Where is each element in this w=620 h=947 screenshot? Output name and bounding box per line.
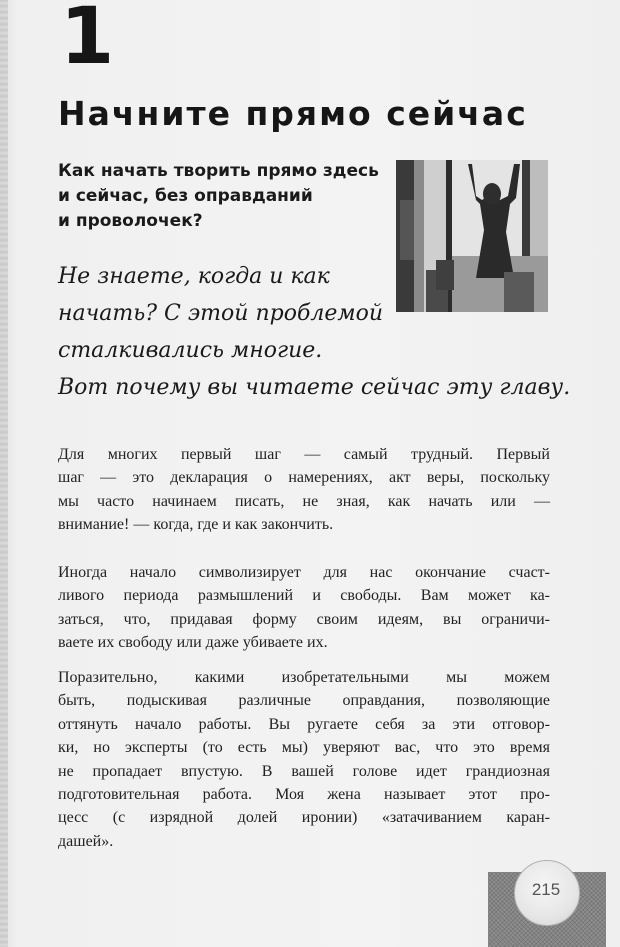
chapter-subtitle <box>58 159 388 234</box>
subtitle-line: и сейчас, без оправданий <box>58 186 313 206</box>
quote-line: сталкивались многие. <box>58 338 323 363</box>
text-line: мы часто начинаем писать, не зная, как начать или — <box>58 492 550 510</box>
text-line: быть, подыскивая различные оправдания, позволяющие <box>58 692 550 710</box>
text-line: Для многих первый шаг — самый трудный. Первый <box>58 446 550 463</box>
chapter-title: Начните прямо сейчас <box>58 94 528 133</box>
text-line: Иногда начало символизирует для нас окончание счаст- <box>58 564 550 581</box>
text-line: подготовительная работа. Моя жена называет этот про- <box>58 786 550 804</box>
text-line: дашей». <box>58 832 114 850</box>
quote-line: Вот почему вы читаете сейчас эту главу. <box>58 375 571 400</box>
text-line: ки, но эксперты (то есть мы) уверяют вас, что это время <box>58 739 550 757</box>
text-line: ваете их свободу или даже убиваете их. <box>58 634 328 652</box>
chapter-number: 1 <box>60 0 115 82</box>
paragraph-2 <box>58 561 550 655</box>
page-number: 215 <box>531 880 561 899</box>
quote-line: начать? С этой проблемой <box>58 301 384 326</box>
text-line: не пропадает впустую. В вашей голове идет грандиозная <box>58 762 550 780</box>
text-line: Поразительно, какими изобретательными мы можем <box>58 669 550 686</box>
text-line: внимание! — когда, где и как закончить. <box>58 516 334 534</box>
subtitle-line: и проволочек? <box>58 211 203 231</box>
subtitle-line: Как начать творить прямо здесь <box>58 161 379 181</box>
page-left-edge <box>0 0 8 947</box>
text-line: оттянуть начало работы. Вы ругаете себя за эти отговор- <box>58 715 550 733</box>
quote-line: Не знаете, когда и как <box>58 264 330 289</box>
text-line: ливого периода размышлений и свободы. Вам может ка- <box>58 587 550 605</box>
text-line: цесс (с изрядной долей иронии) «затачиванием каран- <box>58 809 550 827</box>
text-line: шаг — это декларация о намерениях, акт веры, поскольку <box>58 469 550 487</box>
text-line: заться, что, придавая форму своим идеям, вы ограничи- <box>58 610 550 628</box>
paragraph-1 <box>58 443 550 537</box>
paragraph-3 <box>58 666 550 853</box>
handwritten-quote <box>58 258 571 406</box>
